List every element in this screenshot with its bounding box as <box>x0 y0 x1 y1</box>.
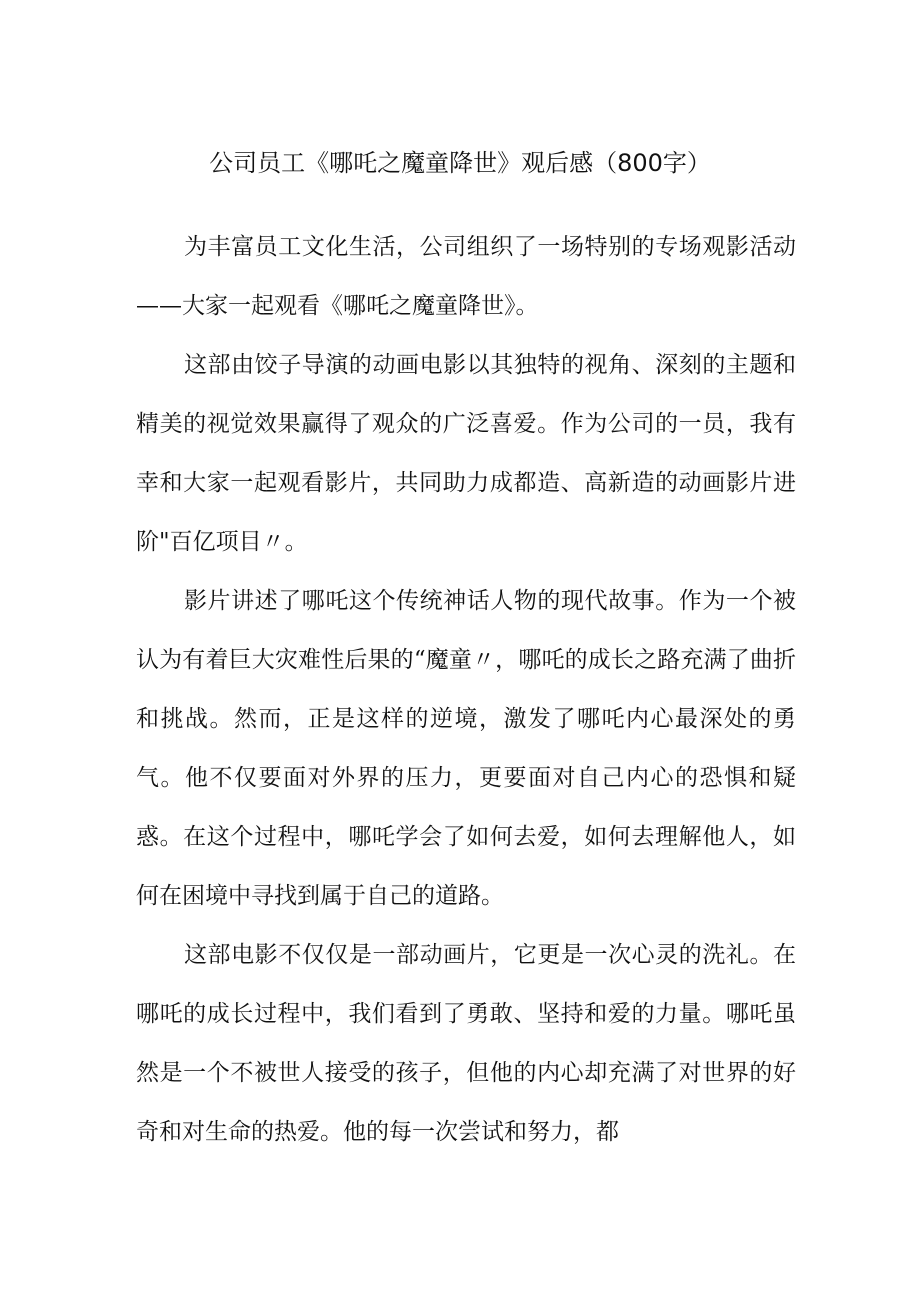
paragraph: 影片讲述了哪吒这个传统神话人物的现代故事。作为一个被认为有着巨大灾难性后果的“魔童〃，哪吒的成长之路充满了曲折和挑战。然而，正是这样的逆境，激发了哪吒内心最深处的勇气。他不仅要面对外界的压力，更要面对自己内心的恐惧和疑惑。在这个过程中，哪吒学会了如何去爱，如何去理解他人，如何在困境中寻找到属于自己的道路。 <box>136 588 796 909</box>
paragraph: 这部由饺子导演的动画电影以其独特的视角、深刻的主题和精美的视觉效果赢得了观众的广泛喜爱。作为公司的一员，我有幸和大家一起观看影片，共同助力成都造、高新造的动画影片进阶"百亿项目〃。 <box>136 352 796 555</box>
paragraph: 为丰富员工文化生活，公司组织了一场特别的专场观影活动——大家一起观看《哪吒之魔童降世》。 <box>136 234 796 319</box>
paragraph: 这部电影不仅仅是一部动画片，它更是一次心灵的洗礼。在哪吒的成长过程中，我们看到了勇敢、坚持和爱的力量。哪吒虽然是一个不被世人接受的孩子，但他的内心却充满了对世界的好奇和对生命的热爱。他的每一次尝试和努力，都 <box>136 942 796 1145</box>
document-body <box>136 218 796 1162</box>
document-title: 公司员工《哪吒之魔童降世》观后感（800字） <box>209 149 711 177</box>
